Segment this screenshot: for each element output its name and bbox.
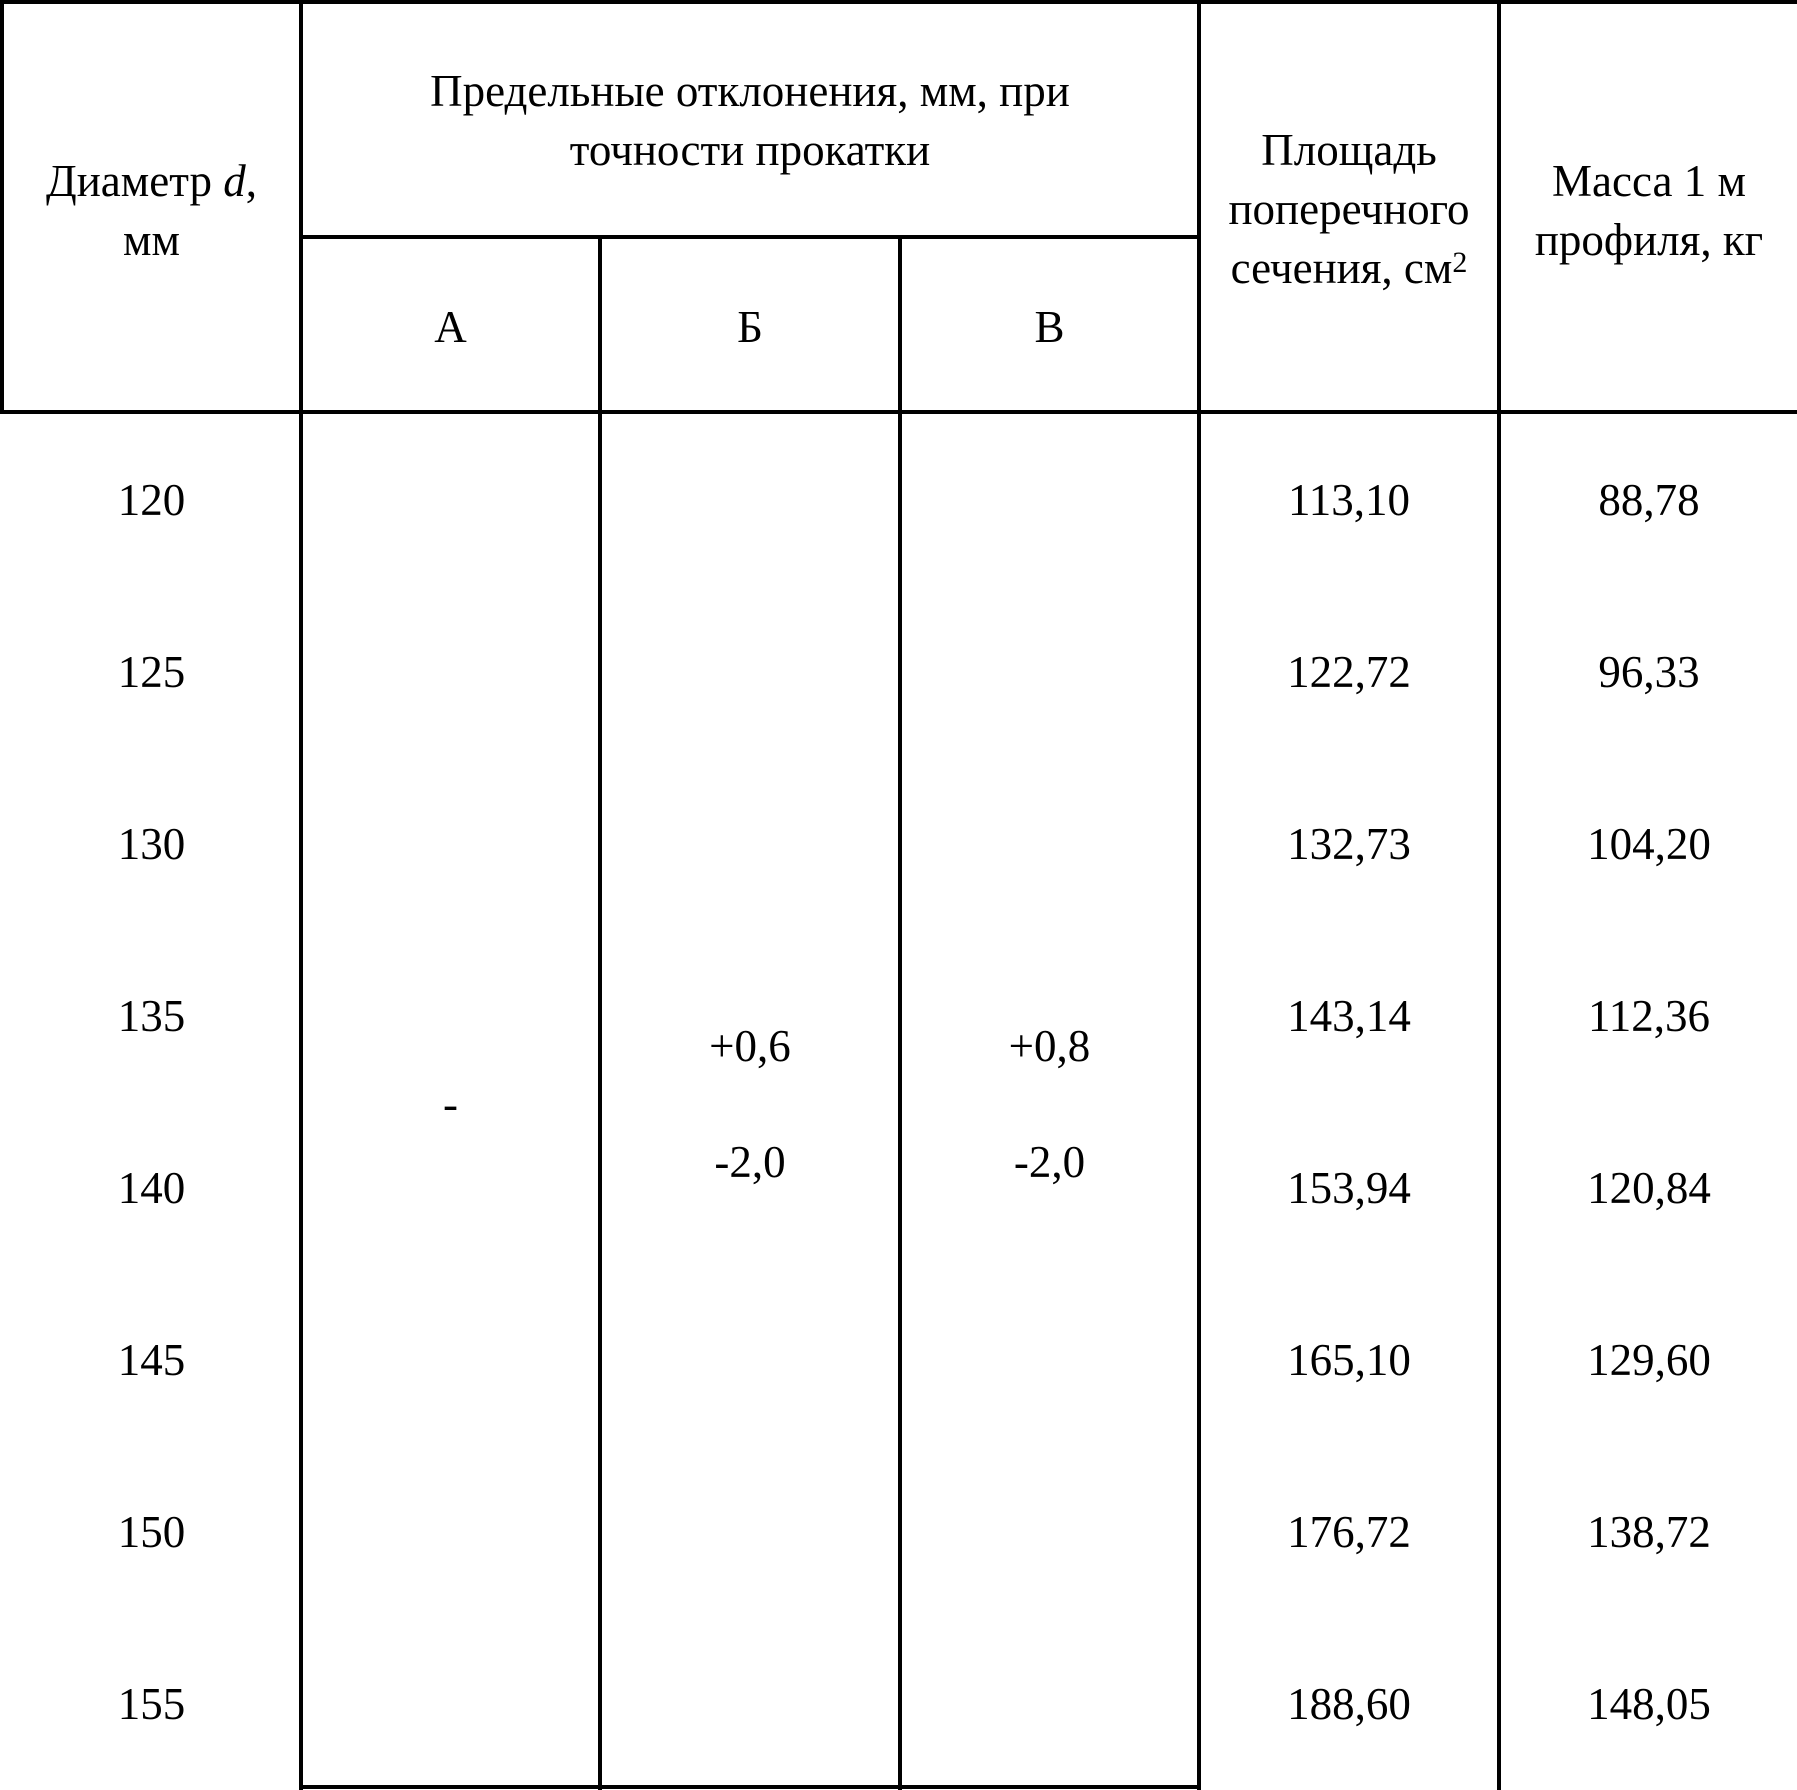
- cell-area: 122,72: [1287, 647, 1411, 697]
- cell-diameter: 155: [117, 1679, 186, 1729]
- cell-area: 153,94: [1287, 1163, 1411, 1213]
- header-diameter-unit: мм: [123, 215, 180, 265]
- cell-mass: 138,72: [1587, 1507, 1711, 1557]
- subheader-b: Б: [737, 302, 763, 352]
- header-area: [1201, 121, 1497, 298]
- subheader-v: В: [1034, 302, 1065, 352]
- cell-mass: 148,05: [1587, 1679, 1711, 1729]
- header-area-line2: поперечного: [1228, 184, 1470, 234]
- header-area-sup: 2: [1452, 246, 1468, 279]
- header-area-unit: сечения, см: [1230, 243, 1453, 293]
- header-diameter-comma: ,: [245, 156, 257, 206]
- col-divider-3: [898, 236, 902, 1790]
- cell-mass: 120,84: [1587, 1163, 1711, 1213]
- col-divider-2: [598, 236, 602, 1790]
- cell-diameter: 125: [117, 647, 186, 697]
- cell-mass: 88,78: [1598, 475, 1700, 525]
- header-deviations-line1: Предельные отклонения, мм, при: [430, 66, 1070, 116]
- table-border-top: [0, 0, 1797, 4]
- header-deviations: [303, 62, 1197, 180]
- cell-mass: 96,33: [1598, 647, 1700, 697]
- cell-diameter: 150: [117, 1507, 186, 1557]
- header-diameter-var: d: [223, 156, 246, 206]
- header-mass-line2: профиля, кг: [1534, 215, 1764, 265]
- cell-diameter: 145: [117, 1335, 186, 1385]
- header-diameter: [4, 152, 299, 270]
- cell-area: 132,73: [1287, 819, 1411, 869]
- cell-area: 188,60: [1287, 1679, 1411, 1729]
- cell-diameter: 135: [117, 991, 186, 1041]
- header-area-line1: Площадь: [1261, 125, 1437, 175]
- header-diameter-line1: [4, 152, 299, 211]
- cell-area: 176,72: [1287, 1507, 1411, 1557]
- cell-mass: 129,60: [1587, 1335, 1711, 1385]
- merged-cell-v-upper: +0,8: [1008, 1021, 1091, 1071]
- header-area-line3: [1201, 239, 1497, 298]
- cell-mass: 104,20: [1587, 819, 1711, 869]
- merged-cell-b-lower: -2,0: [714, 1137, 786, 1187]
- cell-diameter: 130: [117, 819, 186, 869]
- merged-block-bottom: [299, 1785, 1201, 1789]
- header-mass-line1: Масса 1 м: [1552, 156, 1746, 206]
- cell-area: 165,10: [1287, 1335, 1411, 1385]
- cell-area: 143,14: [1287, 991, 1411, 1041]
- merged-cell-v-lower: -2,0: [1013, 1137, 1086, 1187]
- header-diameter-text: Диаметр: [46, 156, 224, 206]
- header-deviations-line2: точности прокатки: [569, 125, 931, 175]
- merged-cell-a: -: [443, 1079, 458, 1129]
- col-divider-1: [299, 0, 303, 1790]
- cell-diameter: 140: [117, 1163, 186, 1213]
- cell-area: 113,10: [1287, 475, 1411, 525]
- merged-cell-b-upper: +0,6: [709, 1021, 791, 1071]
- header-mass: [1501, 152, 1797, 270]
- subheader-a: А: [434, 302, 467, 352]
- cell-diameter: 120: [117, 475, 186, 525]
- cell-mass: 112,36: [1587, 991, 1711, 1041]
- header-subdivider: [299, 235, 1201, 239]
